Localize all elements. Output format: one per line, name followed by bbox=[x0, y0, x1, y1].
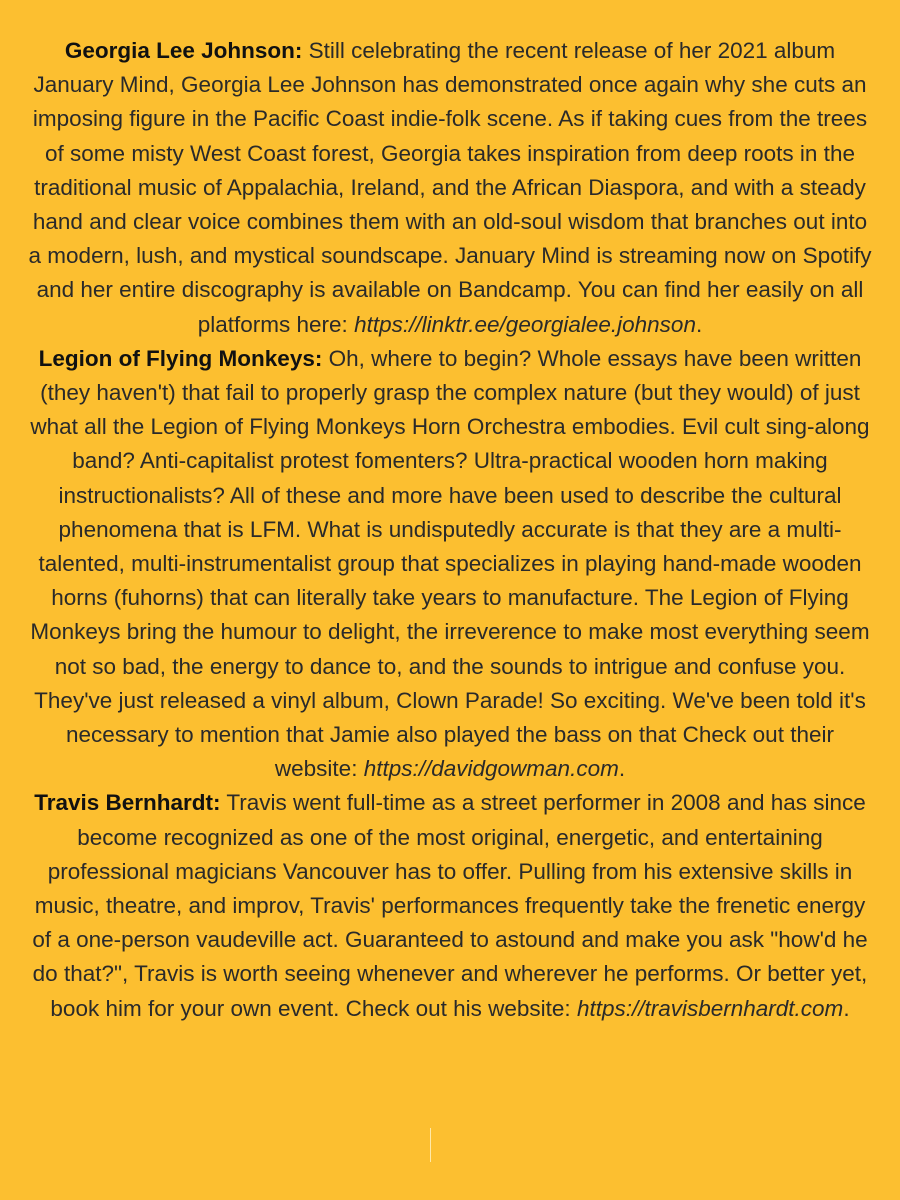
bio-end: . bbox=[618, 756, 626, 782]
bio-text: Still celebrating the recent release of her 2021 album January Mind, Georgia Lee Johnson has demonstrated once again why she cuts an imposing figure in the Pacific Coast indie-folk scene. As if taking cues from the trees of some misty West Coast forest, Georgia takes inspiration from deep roots in the traditional music of Appalachia, Ireland, and the African Diaspora, and with a steady hand and clear voice combines them with an old-soul wisdom that branches out into a modern, lush, and mystical soundscape. January Mind is streaming now on Spotify and her entire discography is available on Bandcamp. You can find her easily on all platforms here: bbox=[28, 38, 872, 337]
bio-text: Oh, where to begin? Whole essays have been written (they haven't) that fail to properly grasp the complex nature (but they would) of just what all the Legion of Flying Monkeys Horn Orchestra embodies. Evil cult sing-along band? Anti-capitalist protest fomenters? Ultra-practical wooden horn making instructionalists? All of these and more have been used to describe the cultural phenomena that is LFM. What is undisputedly accurate is that they are a multi-talented, multi-instrumentalist group that specializes in playing hand-made wooden horns (fuhorns) that can literally take years to manufacture. The Legion of Flying Monkeys bring the humour to delight, the irreverence to make most everything seem not so bad, the energy to dance to, and the sounds to intrigue and confuse you. They've just released a vinyl album, Clown Parade! So exciting. We've been told it's necessary to mention that Jamie also played the bass on that Check out their website: bbox=[30, 345, 870, 782]
artist-link[interactable]: https://davidgowman.com bbox=[363, 756, 619, 782]
bio-end: . bbox=[695, 311, 703, 337]
bio-travis-bernhardt bbox=[28, 786, 872, 1025]
artist-name: Travis Bernhardt: bbox=[34, 790, 221, 816]
artist-link[interactable]: https://travisbernhardt.com bbox=[576, 995, 844, 1021]
bio-georgia-lee-johnson bbox=[28, 34, 872, 342]
bio-end: . bbox=[843, 995, 850, 1021]
artist-name: Legion of Flying Monkeys: bbox=[38, 345, 323, 371]
artist-link[interactable]: https://linktr.ee/georgialee.johnson bbox=[354, 311, 696, 337]
text-cursor-line bbox=[430, 1128, 431, 1162]
artist-name: Georgia Lee Johnson: bbox=[64, 38, 303, 63]
bio-document bbox=[28, 34, 872, 1026]
bio-legion-of-flying-monkeys bbox=[28, 342, 872, 787]
bio-text: Travis went full-time as a street performer in 2008 and has since become recognized as one of the most original, energetic, and entertaining professional magicians Vancouver has to offer. Pulling from his extensive skills in music, theatre, and improv, Travis' performances frequently take the frenetic energy of a one-person vaudeville act. Guaranteed to astound and make you ask "how'd he do that?", Travis is worth seeing whenever and wherever he performs. Or better yet, book him for your own event. Check out his website: bbox=[32, 790, 868, 1021]
